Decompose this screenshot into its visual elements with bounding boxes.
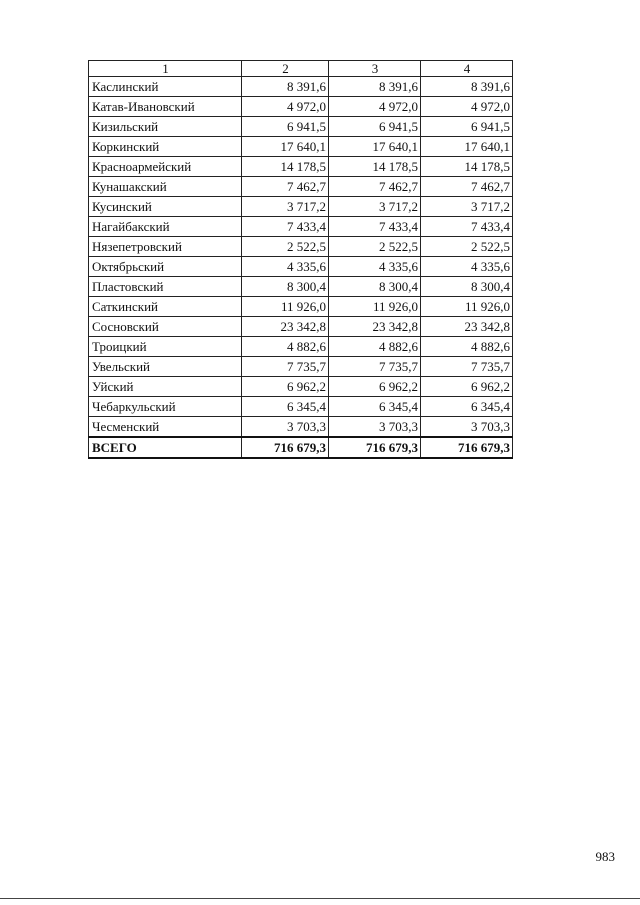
total-value-4: 716 679,3 — [421, 437, 513, 458]
district-name-cell: Каслинский — [89, 77, 242, 97]
district-name-cell: Пластовский — [89, 277, 242, 297]
table-row — [89, 417, 513, 438]
value-cell-col4: 2 522,5 — [421, 237, 513, 257]
district-name-cell: Саткинский — [89, 297, 242, 317]
value-cell-col3: 6 962,2 — [329, 377, 421, 397]
value-cell-col2: 6 345,4 — [242, 397, 329, 417]
value-cell-col3: 3 717,2 — [329, 197, 421, 217]
value-cell-col4: 7 433,4 — [421, 217, 513, 237]
value-cell-col3: 7 462,7 — [329, 177, 421, 197]
table-row — [89, 217, 513, 237]
value-cell-col3: 3 703,3 — [329, 417, 421, 438]
value-cell-col2: 7 433,4 — [242, 217, 329, 237]
value-cell-col2: 4 882,6 — [242, 337, 329, 357]
value-cell-col2: 3 717,2 — [242, 197, 329, 217]
table-row — [89, 357, 513, 377]
value-cell-col2: 23 342,8 — [242, 317, 329, 337]
value-cell-col3: 7 735,7 — [329, 357, 421, 377]
data-table — [88, 60, 513, 459]
value-cell-col4: 17 640,1 — [421, 137, 513, 157]
district-name-cell: Троицкий — [89, 337, 242, 357]
column-header-4: 4 — [421, 61, 513, 77]
value-cell-col2: 4 972,0 — [242, 97, 329, 117]
district-name-cell: Увельский — [89, 357, 242, 377]
value-cell-col3: 4 335,6 — [329, 257, 421, 277]
total-label: ВСЕГО — [89, 437, 242, 458]
table-row — [89, 237, 513, 257]
value-cell-col4: 6 962,2 — [421, 377, 513, 397]
value-cell-col3: 14 178,5 — [329, 157, 421, 177]
district-name-cell: Красноармейский — [89, 157, 242, 177]
value-cell-col2: 14 178,5 — [242, 157, 329, 177]
district-name-cell: Кизильский — [89, 117, 242, 137]
value-cell-col4: 6 345,4 — [421, 397, 513, 417]
value-cell-col4: 3 703,3 — [421, 417, 513, 438]
value-cell-col4: 23 342,8 — [421, 317, 513, 337]
value-cell-col4: 3 717,2 — [421, 197, 513, 217]
value-cell-col4: 4 972,0 — [421, 97, 513, 117]
value-cell-col2: 11 926,0 — [242, 297, 329, 317]
column-header-2: 2 — [242, 61, 329, 77]
value-cell-col2: 17 640,1 — [242, 137, 329, 157]
table-row — [89, 117, 513, 137]
district-name-cell: Нагайбакский — [89, 217, 242, 237]
district-name-cell: Уйский — [89, 377, 242, 397]
table-row — [89, 297, 513, 317]
value-cell-col3: 2 522,5 — [329, 237, 421, 257]
district-name-cell: Коркинский — [89, 137, 242, 157]
column-header-3: 3 — [329, 61, 421, 77]
district-name-cell: Сосновский — [89, 317, 242, 337]
district-name-cell: Октябрьский — [89, 257, 242, 277]
value-cell-col2: 3 703,3 — [242, 417, 329, 438]
table-row — [89, 77, 513, 97]
value-cell-col2: 7 735,7 — [242, 357, 329, 377]
district-name-cell: Нязепетровский — [89, 237, 242, 257]
table-row — [89, 157, 513, 177]
table-row — [89, 397, 513, 417]
value-cell-col2: 8 391,6 — [242, 77, 329, 97]
value-cell-col4: 4 335,6 — [421, 257, 513, 277]
district-name-cell: Чебаркульский — [89, 397, 242, 417]
value-cell-col3: 6 941,5 — [329, 117, 421, 137]
table-header-row — [89, 61, 513, 77]
value-cell-col4: 7 735,7 — [421, 357, 513, 377]
value-cell-col3: 6 345,4 — [329, 397, 421, 417]
value-cell-col4: 11 926,0 — [421, 297, 513, 317]
value-cell-col2: 2 522,5 — [242, 237, 329, 257]
value-cell-col3: 8 391,6 — [329, 77, 421, 97]
value-cell-col4: 8 391,6 — [421, 77, 513, 97]
district-name-cell: Катав-Ивановский — [89, 97, 242, 117]
column-header-1: 1 — [89, 61, 242, 77]
district-name-cell: Кунашакский — [89, 177, 242, 197]
table-row — [89, 197, 513, 217]
value-cell-col3: 17 640,1 — [329, 137, 421, 157]
value-cell-col2: 6 962,2 — [242, 377, 329, 397]
value-cell-col3: 23 342,8 — [329, 317, 421, 337]
table-row — [89, 137, 513, 157]
table-body — [89, 77, 513, 438]
bottom-rule — [0, 898, 640, 899]
total-value-3: 716 679,3 — [329, 437, 421, 458]
value-cell-col2: 7 462,7 — [242, 177, 329, 197]
district-name-cell: Чесменский — [89, 417, 242, 438]
district-name-cell: Кусинский — [89, 197, 242, 217]
value-cell-col3: 4 882,6 — [329, 337, 421, 357]
table-row — [89, 317, 513, 337]
total-value-2: 716 679,3 — [242, 437, 329, 458]
value-cell-col2: 6 941,5 — [242, 117, 329, 137]
table-row — [89, 377, 513, 397]
table-row — [89, 257, 513, 277]
value-cell-col4: 14 178,5 — [421, 157, 513, 177]
value-cell-col4: 7 462,7 — [421, 177, 513, 197]
value-cell-col3: 8 300,4 — [329, 277, 421, 297]
value-cell-col3: 11 926,0 — [329, 297, 421, 317]
table-row — [89, 97, 513, 117]
value-cell-col2: 8 300,4 — [242, 277, 329, 297]
value-cell-col4: 8 300,4 — [421, 277, 513, 297]
value-cell-col4: 4 882,6 — [421, 337, 513, 357]
value-cell-col4: 6 941,5 — [421, 117, 513, 137]
value-cell-col3: 7 433,4 — [329, 217, 421, 237]
total-row — [89, 437, 513, 458]
table-row — [89, 277, 513, 297]
table-row — [89, 337, 513, 357]
table-row — [89, 177, 513, 197]
value-cell-col3: 4 972,0 — [329, 97, 421, 117]
value-cell-col2: 4 335,6 — [242, 257, 329, 277]
page-number: 983 — [595, 849, 615, 864]
